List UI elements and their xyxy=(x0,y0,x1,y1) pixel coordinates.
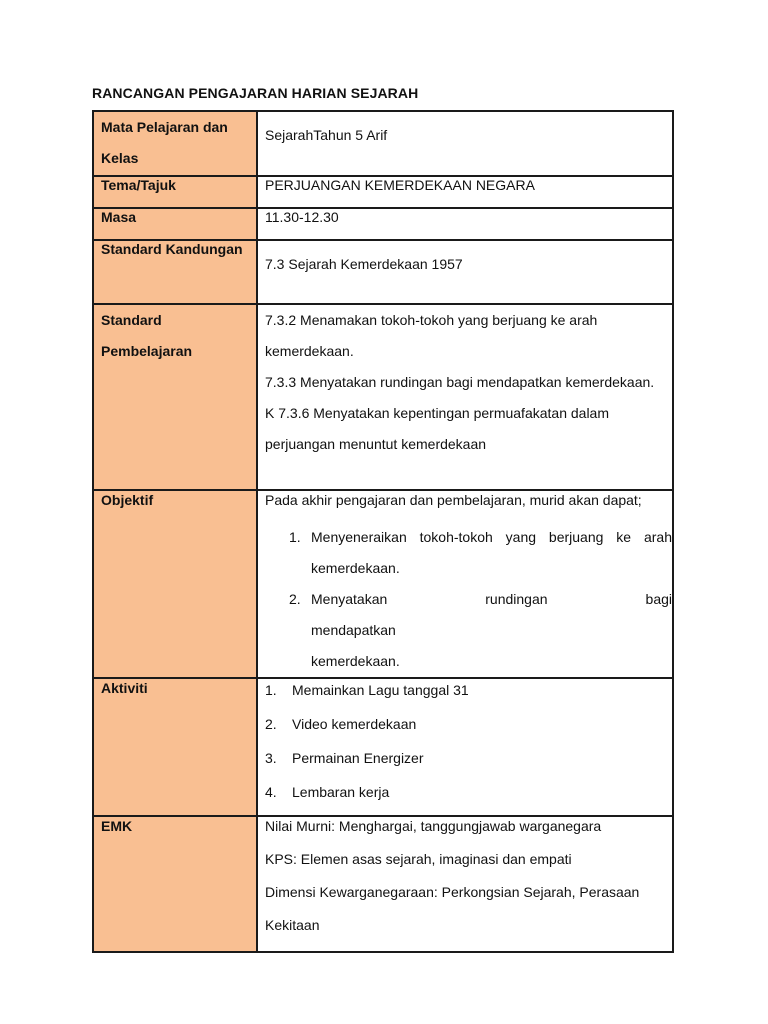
aktiviti-text: Video kemerdekaan xyxy=(292,716,417,732)
label-aktiviti xyxy=(93,678,257,816)
value-aktiviti xyxy=(257,678,673,816)
emk-line: Nilai Murni: Menghargai, tanggungjawab warganegara xyxy=(265,818,602,834)
aktiviti-item xyxy=(265,713,672,747)
objektif-line: kemerdekaan. xyxy=(311,560,400,576)
value-tema xyxy=(257,176,673,208)
label-standard-kandungan xyxy=(93,240,257,304)
value-line: 7.3.2 Menamakan tokoh-tokoh yang berjuang ke arah xyxy=(265,312,598,328)
objektif-num: 2. xyxy=(289,591,301,607)
objektif-list xyxy=(265,522,672,677)
value-line: 7.3.3 Menyatakan rundingan bagi mendapatkan kemerdekaan. xyxy=(265,374,655,390)
row-emk xyxy=(93,816,673,952)
label-standard-pembelajaran xyxy=(93,304,257,490)
value-mata-pelajaran xyxy=(257,111,673,176)
aktiviti-num: 4. xyxy=(265,784,277,800)
label-text: EMK xyxy=(101,818,133,834)
aktiviti-text: Permainan Energizer xyxy=(292,750,424,766)
row-mata-pelajaran xyxy=(93,111,673,176)
label-text: Standard Kandungan xyxy=(101,241,243,257)
objektif-line: kemerdekaan. xyxy=(311,653,400,669)
objektif-intro: Pada akhir pengajaran dan pembelajaran, murid akan dapat; xyxy=(265,492,642,508)
row-masa xyxy=(93,208,673,240)
aktiviti-num: 2. xyxy=(265,716,277,732)
label-text: Tema/Tajuk xyxy=(101,177,176,193)
value-masa xyxy=(257,208,673,240)
aktiviti-item xyxy=(265,747,672,781)
aktiviti-num: 1. xyxy=(265,682,277,698)
value-text: SejarahTahun 5 Arif xyxy=(265,127,388,143)
label-masa xyxy=(93,208,257,240)
label-line: Pembelajaran xyxy=(101,343,193,359)
aktiviti-list xyxy=(265,679,672,815)
label-line: Standard xyxy=(101,312,162,328)
row-objektif xyxy=(93,490,673,678)
aktiviti-text: Lembaran kerja xyxy=(292,784,390,800)
aktiviti-num: 3. xyxy=(265,750,277,766)
value-text: 11.30-12.30 xyxy=(265,209,339,225)
value-objektif xyxy=(257,490,673,678)
label-text: Masa xyxy=(101,209,137,225)
label-text: Objektif xyxy=(101,492,154,508)
value-line: perjuangan menuntut kemerdekaan xyxy=(265,436,487,452)
objektif-item xyxy=(289,522,672,584)
objektif-line: Menyatakan rundingan bagi mendapatkan xyxy=(311,591,672,638)
label-line: Kelas xyxy=(101,150,139,166)
value-line: K 7.3.6 Menyatakan kepentingan permuafakatan dalam xyxy=(265,405,610,421)
lesson-plan-table xyxy=(92,110,674,953)
value-text: 7.3 Sejarah Kemerdekaan 1957 xyxy=(265,256,463,272)
row-standard-kandungan xyxy=(93,240,673,304)
row-aktiviti xyxy=(93,678,673,816)
objektif-line: Menyeneraikan tokoh-tokoh yang berjuang ke arah xyxy=(311,529,672,545)
emk-line: Dimensi Kewarganegaraan: Perkongsian Sejarah, Perasaan xyxy=(265,884,640,900)
value-line: kemerdekaan. xyxy=(265,343,354,359)
emk-line: KPS: Elemen asas sejarah, imaginasi dan empati xyxy=(265,851,572,867)
value-text: PERJUANGAN KEMERDEKAAN NEGARA xyxy=(265,177,535,193)
aktiviti-text: Memainkan Lagu tanggal 31 xyxy=(292,682,469,698)
objektif-item xyxy=(289,584,672,677)
row-standard-pembelajaran xyxy=(93,304,673,490)
page-title: RANCANGAN PENGAJARAN HARIAN SEJARAH xyxy=(92,85,419,101)
label-tema xyxy=(93,176,257,208)
label-line: Mata Pelajaran dan xyxy=(101,119,228,135)
label-mata-pelajaran xyxy=(93,111,257,176)
label-objektif xyxy=(93,490,257,678)
value-emk xyxy=(257,816,673,952)
row-tema xyxy=(93,176,673,208)
emk-line: Kekitaan xyxy=(265,917,320,933)
label-text: Aktiviti xyxy=(101,680,148,696)
objektif-num: 1. xyxy=(289,529,301,545)
label-emk xyxy=(93,816,257,952)
value-standard-pembelajaran xyxy=(257,304,673,490)
aktiviti-item xyxy=(265,679,672,713)
value-standard-kandungan xyxy=(257,240,673,304)
